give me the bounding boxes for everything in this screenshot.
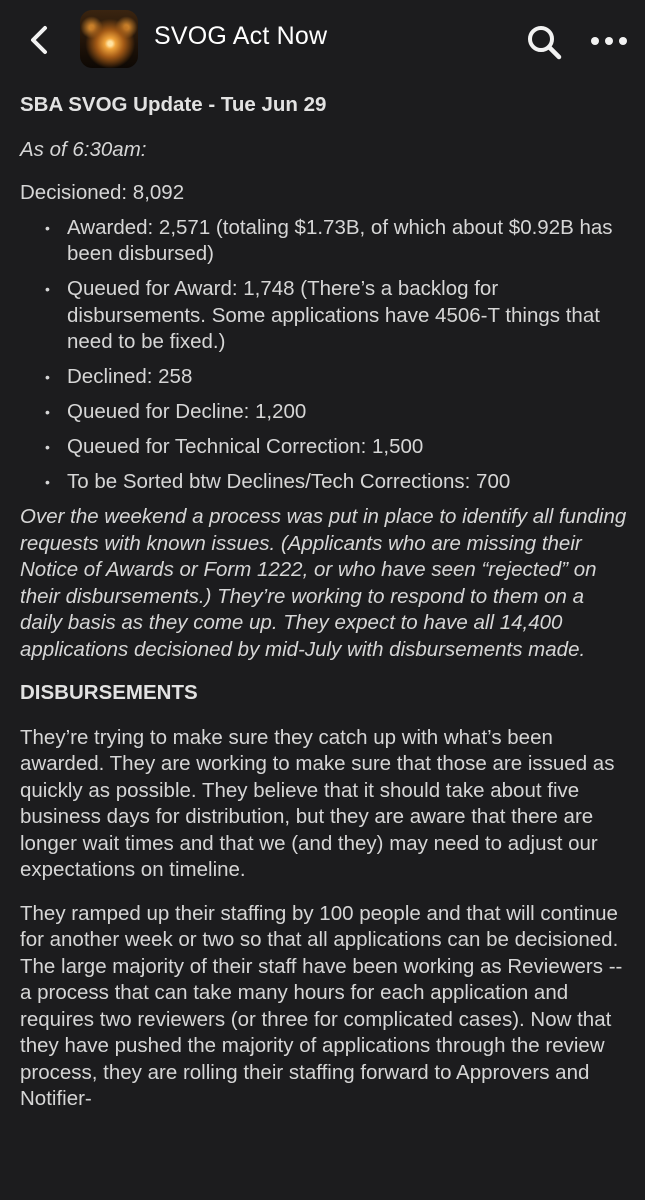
bullet-icon: •: [45, 369, 50, 385]
top-bar: [0, 0, 645, 80]
bullet-icon: •: [45, 219, 50, 236]
stats-list: [20, 215, 630, 496]
bullet-icon: •: [45, 439, 50, 455]
back-button[interactable]: [22, 20, 56, 60]
post-content: [20, 92, 630, 1130]
list-item: • Awarded: 2,571 (totaling $1.73B, of which about $0.92B has been disbursed): [45, 215, 613, 265]
staffing-paragraph: They ramped up their staffing by 100 people and that will continue for another week or two so that all applications can be decisioned. The large majority of their staff have been working as Reviewers -- a process that can take many hours for each application and requires two reviewers (or three for complicated cases). Now that they have pushed the majority of applications through the review process, they are rolling their staffing forward to Approvers and Notifier-: [20, 901, 623, 1110]
search-button[interactable]: [524, 22, 564, 62]
group-avatar[interactable]: [80, 10, 138, 68]
bullet-icon: •: [45, 474, 50, 490]
list-item: • Queued for Decline: 1,200: [20, 399, 630, 426]
list-item: • Queued for Award: 1,748 (There’s a backlog for disbursements. Some applications have 4506-T things that need to be fixed.): [45, 277, 600, 353]
group-title[interactable]: SVOG Act Now: [154, 22, 328, 50]
search-icon: [524, 22, 564, 62]
list-item: • To be Sorted btw Declines/Tech Corrections: 700: [20, 469, 630, 496]
bullet-icon: •: [45, 281, 50, 297]
section-heading: DISBURSEMENTS: [20, 681, 198, 704]
list-item: • Queued for Technical Correction: 1,500: [20, 434, 630, 461]
weekend-paragraph: Over the weekend a process was put in place to identify all funding requests with known issues. (Applicants who are missing their Notice of Awards or Form 1222, or who have seen “rejected” on their disbursements.) They’re working to respond to them on a daily basis as they come up. They expect to have all 14,400 applications decisioned by mid-July with disbursements made.: [20, 505, 627, 661]
more-options-button[interactable]: [588, 26, 630, 56]
bullet-icon: •: [45, 404, 50, 420]
decisioned-count: Decisioned: 8,092: [20, 181, 185, 204]
chevron-left-icon: [29, 25, 49, 55]
post-title: SBA SVOG Update - Tue Jun 29: [20, 93, 327, 116]
disbursements-paragraph: They’re trying to make sure they catch up with what’s been awarded. They are working to make sure that those are issued as quickly as possible. They believe that it should take about five business days for distribution, but they are aware that there are longer wait times and that we (and they) may need to adjust our expectations on timeline.: [20, 725, 615, 881]
as-of-time: As of 6:30am:: [20, 137, 147, 161]
list-item: • Declined: 258: [20, 364, 630, 391]
more-horizontal-icon: [588, 26, 630, 56]
